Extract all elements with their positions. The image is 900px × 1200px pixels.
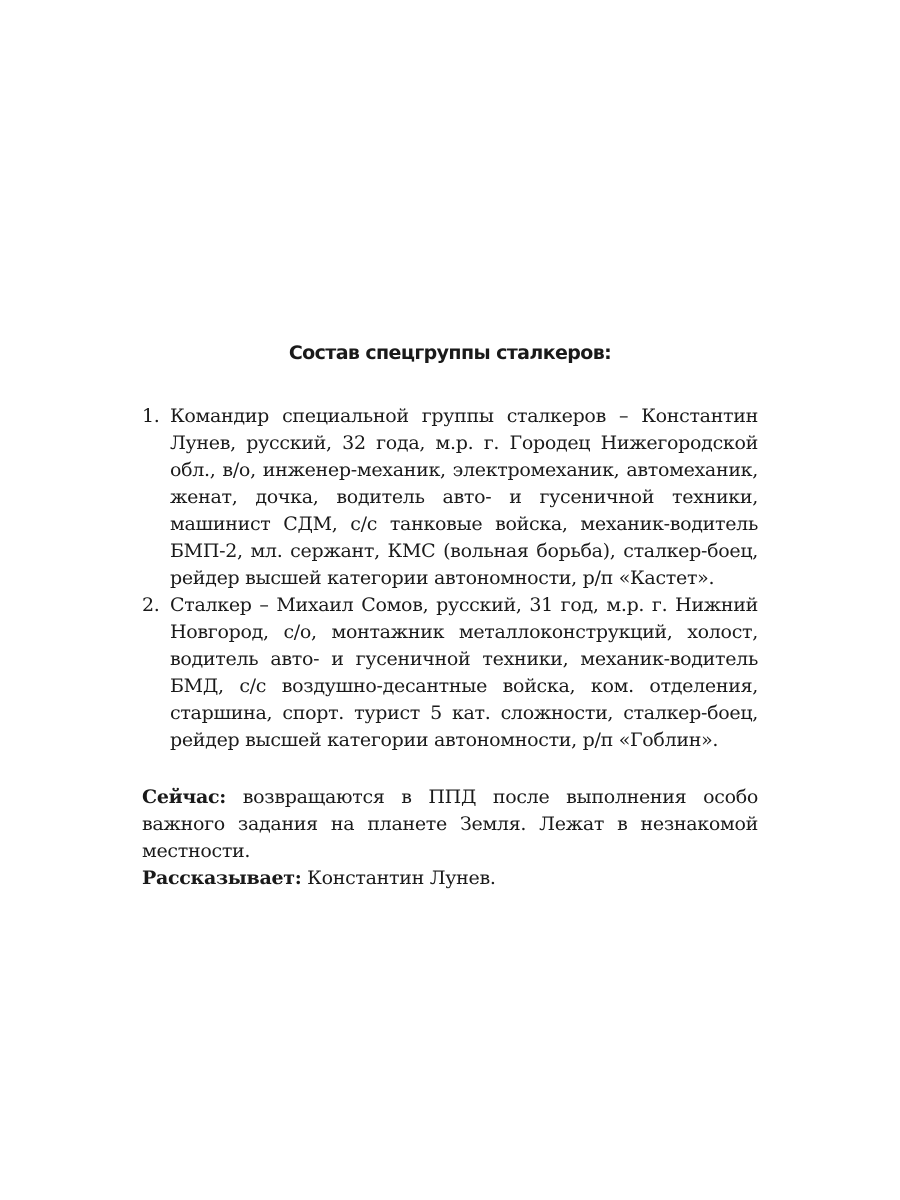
status-label: Сейчас: [142,786,227,808]
list-item-text: Командир специальной группы сталкеров – Константин Лунев, русский, 32 года, м.р. г. Городец Нижегородской обл., в/о, инженер-механик, электромеханик, автомеханик, женат, дочка, водитель авто- и гусеничной техники, машинист СДМ, с/с танковые войска, механик-водитель БМП-2, мл. сержант, КМС (вольная борьба), сталкер-боец, рейдер высшей категории автономности, р/п «Кастет». [170,405,758,589]
list-item-number: 2. [142,594,160,616]
status-text: возвращаются в ППД после выполнения особо важного задания на планете Земля. Лежат в незнакомой местности. [142,786,758,862]
list-item-number: 1. [142,405,160,427]
squad-roster [142,403,758,754]
list-item [142,403,758,592]
narrator-label: Рассказывает: [142,867,302,889]
list-item-text: Сталкер – Михаил Сомов, русский, 31 год, м.р. г. Нижний Новгород, с/о, монтажник металлоконструкций, холост, водитель авто- и гусеничной техники, механик-водитель БМД, с/с воздушно-десантные войска, ком. отделения, старшина, спорт. турист 5 кат. сложности, сталкер-боец, рейдер высшей категории автономности, р/п «Гоблин». [170,594,758,751]
narrator-text: Константин Лунев. [301,867,496,889]
narrator-paragraph [142,865,758,892]
list-item [142,592,758,754]
section-heading: Состав спецгруппы сталкеров: [288,342,612,364]
status-paragraph [142,784,758,865]
